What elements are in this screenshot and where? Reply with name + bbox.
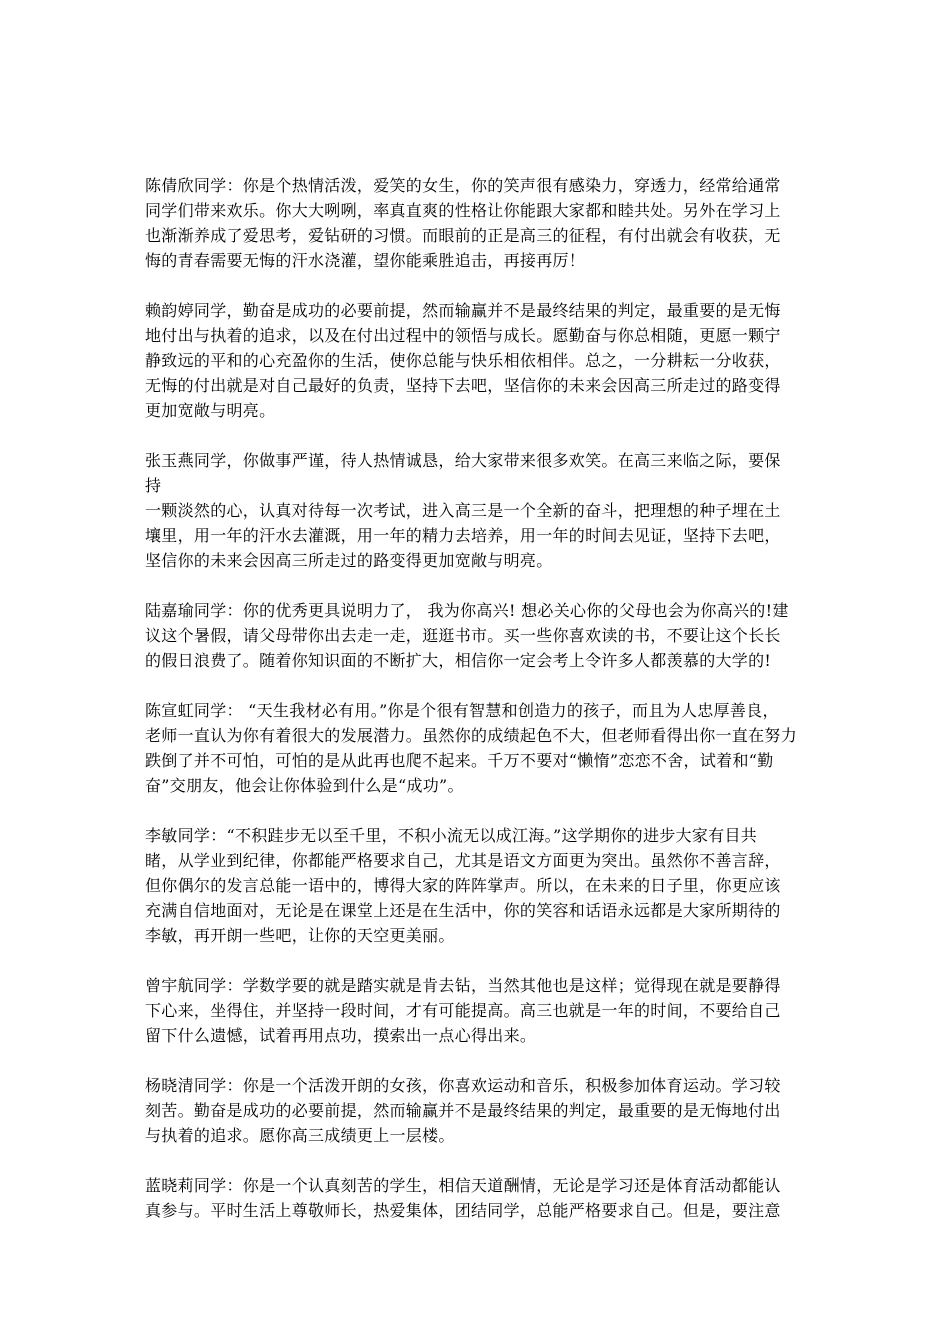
comment-paragraph — [145, 448, 835, 573]
paragraph-line: 老师一直认为你有着很大的发展潜力。虽然你的成绩起色不大，但老师看得出你一直在努力 — [145, 726, 798, 745]
comment-paragraph — [145, 173, 835, 273]
comment-paragraph — [145, 973, 835, 1048]
comment-paragraph — [145, 1173, 835, 1223]
comment-paragraph — [145, 823, 835, 948]
paragraph-line: 坚信你的未来会因高三所走过的路变得更加宽敞与明亮。 — [145, 551, 553, 570]
paragraph-line: 与执着的追求。愿你高三成绩更上一层楼。 — [145, 1126, 455, 1145]
paragraph-line: 悔的青春需要无悔的汗水浇灌，望你能乘胜追击，再接再厉！ — [145, 251, 586, 270]
comment-paragraph — [145, 598, 835, 673]
paragraph-line: 真参与。平时生活上尊敬师长，热爱集体，团结同学，总能严格要求自己。但是，要注意 — [145, 1201, 781, 1220]
paragraph-line: 陆嘉瑜同学：你的优秀更具说明力了， 我为你高兴! 想必关心你的父母也会为你高兴的!建 — [145, 601, 789, 620]
document-body — [145, 173, 835, 1248]
paragraph-line: 同学们带来欢乐。你大大咧咧，率真直爽的性格让你能跟大家都和睦共处。另外在学习上 — [145, 201, 781, 220]
paragraph-line: 地付出与执着的追求，以及在付出过程中的领悟与成长。愿勤奋与你总相随，更愿一颗宁 — [145, 326, 781, 345]
paragraph-line: 持 — [145, 476, 162, 495]
paragraph-line: 留下什么遗憾，试着再用点功，摸索出一点心得出来。 — [145, 1026, 537, 1045]
paragraph-line: 刻苦。勤奋是成功的必要前提，然而输赢并不是最终结果的判定，最重要的是无悔地付出 — [145, 1101, 781, 1120]
paragraph-line: 赖韵婷同学，勤奋是成功的必要前提，然而输赢并不是最终结果的判定，最重要的是无悔 — [145, 301, 781, 320]
paragraph-line: 奋”交朋友，他会让你体验到什么是“成功”。 — [145, 776, 464, 795]
comment-paragraph — [145, 698, 835, 798]
paragraph-line: 一颗淡然的心，认真对待每一次考试，进入高三是一个全新的奋斗，把理想的种子埋在土 — [145, 501, 781, 520]
paragraph-line: 张玉燕同学，你做事严谨，待人热情诚恳，给大家带来很多欢笑。在高三来临之际，要保 — [145, 451, 781, 470]
comment-paragraph — [145, 298, 835, 423]
paragraph-line: 杨晓清同学：你是一个活泼开朗的女孩，你喜欢运动和音乐，积极参加体育运动。学习较 — [145, 1076, 781, 1095]
paragraph-line: 陈宣虹同学： “天生我材必有用。”你是个很有智慧和创造力的孩子，而且为人忠厚善良， — [145, 701, 779, 720]
paragraph-line: 陈倩欣同学：你是个热情活泼，爱笑的女生，你的笑声很有感染力，穿透力，经常给通常 — [145, 176, 781, 195]
paragraph-line: 下心来，坐得住，并坚持一段时间，才有可能提高。高三也就是一年的时间，不要给自己 — [145, 1001, 781, 1020]
paragraph-line: 议这个暑假，请父母带你出去走一走，逛逛书市。买一些你喜欢读的书，不要让这个长长 — [145, 626, 781, 645]
paragraph-line: 跌倒了并不可怕，可怕的是从此再也爬不起来。千万不要对“懒惰”恋恋不舍，试着和“勤 — [145, 751, 774, 770]
paragraph-line: 静致远的平和的心充盈你的生活，使你总能与快乐相依相伴。总之，一分耕耘一分收获， — [145, 351, 781, 370]
paragraph-line: 曾宇航同学：学数学要的就是踏实就是肯去钻，当然其他也是这样；觉得现在就是要静得 — [145, 976, 781, 995]
paragraph-line: 睹，从学业到纪律，你都能严格要求自己，尤其是语文方面更为突出。虽然你不善言辞， — [145, 851, 781, 870]
paragraph-line: 无悔的付出就是对自己最好的负责，坚持下去吧，坚信你的未来会因高三所走过的路变得 — [145, 376, 781, 395]
paragraph-line: 蓝晓莉同学：你是一个认真刻苦的学生，相信天道酬情，无论是学习还是体育活动都能认 — [145, 1176, 781, 1195]
paragraph-line: 但你偶尔的发言总能一语中的，博得大家的阵阵掌声。所以，在未来的日子里，你更应该 — [145, 876, 781, 895]
paragraph-line: 李敏，再开朗一些吧，让你的天空更美丽。 — [145, 926, 455, 945]
comment-paragraph — [145, 1073, 835, 1148]
paragraph-line: 壤里，用一年的汗水去灌溉，用一年的精力去培养，用一年的时间去见证，坚持下去吧， — [145, 526, 781, 545]
paragraph-line: 李敏同学：“不积跬步无以至千里，不积小流无以成江海。”这学期你的进步大家有目共 — [145, 826, 758, 845]
paragraph-line: 也渐渐养成了爱思考，爱钻研的习惯。而眼前的正是高三的征程，有付出就会有收获，无 — [145, 226, 781, 245]
paragraph-line: 的假日浪费了。随着你知识面的不断扩大，相信你一定会考上令许多人都羡慕的大学的! — [145, 651, 772, 670]
paragraph-line: 更加宽敞与明亮。 — [145, 401, 276, 420]
paragraph-line: 充满自信地面对，无论是在课堂上还是在生活中，你的笑容和话语永远都是大家所期待的 — [145, 901, 781, 920]
